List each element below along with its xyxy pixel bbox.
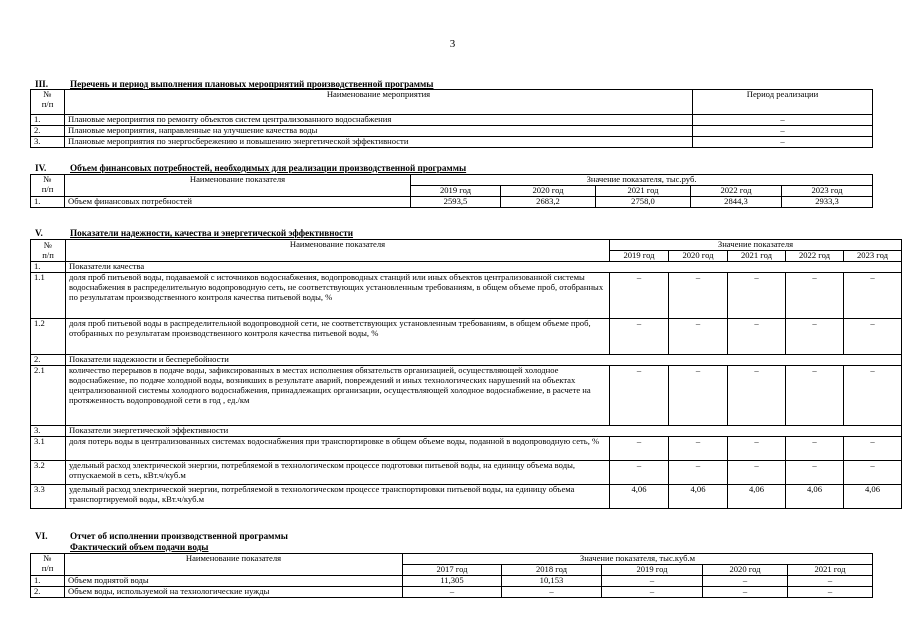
header-name: Наименование мероприятия [65,90,693,115]
row-value: 2593,5 [411,196,501,207]
row-name: удельный расход электрической энергии, потребляемой в технологическом процессе подготовки питьевой воды, на единицу объема воды, отпускаемой в сеть, кВт.ч/куб.м [66,461,610,485]
header-name: Наименование показателя [65,554,403,576]
row-num: 3. [31,136,65,147]
s5-table [30,239,902,509]
row-value: – [728,366,786,426]
row-num: 1. [31,576,65,587]
section-4-heading [35,163,466,174]
s3-table [30,89,873,148]
row-num: 1. [31,196,65,207]
header-value: Значение показателя, тыс.руб. [411,175,873,186]
row-value: – [844,366,902,426]
row-value: – [610,437,669,461]
year-header: 2021 год [728,251,786,262]
row-name: Объем воды, используемой на технологические нужды [65,587,403,598]
row-value: – [610,273,669,319]
header-period: Период реализации [693,90,873,115]
row-value: – [669,273,728,319]
year-header: 2020 год [669,251,728,262]
row-value: 2683,2 [501,196,596,207]
row-value: – [669,319,728,355]
row-value: – [786,461,844,485]
section-title: Отчет об исполнении производственной программы [70,531,288,541]
row-num: 1. [31,262,66,273]
row-num: 2. [31,125,65,136]
section-number: V. [35,228,43,238]
section-title: Объем финансовых потребностей, необходимых для реализации производственной программы [70,163,467,173]
s6-table [30,553,873,598]
row-value: 4,06 [786,485,844,509]
row-value: – [844,319,902,355]
header-name: Наименование показателя [65,175,411,197]
section-number: III. [35,79,49,89]
row-value: 2758,0 [596,196,691,207]
row-name: удельный расход электрической энергии, потребляемой в технологическом процессе транспортировки питьевой воды, на единицу объема транспортируемой воды, кВт.ч/куб.м [66,485,610,509]
row-num: 3. [31,426,66,437]
row-value: – [728,437,786,461]
year-header: 2023 год [844,251,902,262]
row-value: – [403,587,502,598]
row-value: 4,06 [610,485,669,509]
year-header: 2021 год [788,565,873,576]
row-value: 4,06 [669,485,728,509]
row-num: 1.1 [31,273,66,319]
year-header: 2020 год [703,565,788,576]
row-value: – [610,461,669,485]
row-value: – [602,576,703,587]
group-title: Показатели энергетической эффективности [66,426,902,437]
row-period: – [693,125,873,136]
row-value: – [788,576,873,587]
row-num: 1. [31,115,65,126]
section-subtitle: Фактический объем подачи воды [70,542,209,552]
header-num: № п/п [31,554,65,576]
row-value: – [728,273,786,319]
year-header: 2018 год [502,565,602,576]
row-value: – [669,461,728,485]
row-value: – [703,587,788,598]
row-period: – [693,115,873,126]
group-title: Показатели надежности и бесперебойности [66,355,902,366]
section-number: IV. [35,163,47,173]
year-header: 2019 год [610,251,669,262]
row-value: – [844,273,902,319]
row-value: – [786,319,844,355]
header-name: Наименование показателя [66,240,610,262]
row-value: 4,06 [728,485,786,509]
section-number: VI. [35,531,48,541]
row-value: 10,153 [502,576,602,587]
section-5-heading [35,228,353,239]
row-num: 1.2 [31,319,66,355]
s4-table [30,174,873,208]
row-name: доля проб питьевой воды в распределительной водопроводной сети, не соответствующих установленным требованиям, в общем объеме проб, отобранных по результатам производственного контроля качества питьевой воды, % [66,319,610,355]
row-num: 2. [31,355,66,366]
header-num: № п/п [31,175,65,197]
row-name: доля потерь воды в централизованных системах водоснабжения при транспортировке в общем объеме воды, поданной в водопроводную сеть, % [66,437,610,461]
row-name: количество перерывов в подаче воды, зафиксированных в местах исполнения обязательств организацией, осуществляющей холодное водоснабжение, по подаче холодной воды, возникших в результате аварий, повреждений и иных технологических нарушений на объектах централизованной системы холодного водоснабжения, принадлежащих организации, осуществляющей холодное водоснабжение, в расчете на протяженность водопроводной сети в год , ед./км [66,366,610,426]
row-value: – [669,366,728,426]
year-header: 2020 год [501,185,596,196]
row-value: – [844,461,902,485]
year-header: 2022 год [786,251,844,262]
section-6-heading [35,531,288,542]
row-name: Объем поднятой воды [65,576,403,587]
row-name: Плановые мероприятия, направленные на улучшение качества воды [65,125,693,136]
row-value: – [502,587,602,598]
header-value: Значение показателя, тыс.куб.м [403,554,873,565]
section-6-subtitle [70,542,208,553]
row-value: 4,06 [844,485,902,509]
row-value: – [728,461,786,485]
year-header: 2019 год [602,565,703,576]
row-value: 11,305 [403,576,502,587]
header-num: № п/п [31,240,66,262]
row-value: – [788,587,873,598]
row-value: – [703,576,788,587]
row-value: – [610,366,669,426]
row-value: 2933,3 [782,196,873,207]
row-num: 3.2 [31,461,66,485]
row-value: – [786,366,844,426]
row-value: – [602,587,703,598]
row-num: 3.3 [31,485,66,509]
year-header: 2023 год [782,185,873,196]
header-value: Значение показателя [610,240,902,251]
year-header: 2022 год [691,185,782,196]
row-value: – [728,319,786,355]
row-value: – [610,319,669,355]
row-name: Плановые мероприятия по ремонту объектов систем централизованного водоснабжения [65,115,693,126]
year-header: 2021 год [596,185,691,196]
row-num: 3.1 [31,437,66,461]
row-num: 2.1 [31,366,66,426]
row-value: 2844,3 [691,196,782,207]
year-header: 2017 год [403,565,502,576]
section-3-heading [35,79,433,90]
row-value: – [844,437,902,461]
row-period: – [693,136,873,147]
row-name: доля проб питьевой воды, подаваемой с источников водоснабжения, водопроводных станций или иных объектов централизованной системы водоснабжения в распределительную водопроводную сеть, не соответствующих установленным требованиям, в общем объеме проб, отобранных по результатам производственного контроля качества питьевой воды, % [66,273,610,319]
row-value: – [786,273,844,319]
row-value: – [786,437,844,461]
section-title: Показатели надежности, качества и энергетической эффективности [70,228,354,238]
page-number: 3 [449,38,456,50]
row-name: Объем финансовых потребностей [65,196,411,207]
year-header: 2019 год [411,185,501,196]
header-num: № п/п [31,90,65,115]
row-name: Плановые мероприятия по энергосбережению и повышению энергетической эффективности [65,136,693,147]
group-title: Показатели качества [66,262,902,273]
row-value: – [669,437,728,461]
row-num: 2. [31,587,65,598]
section-title: Перечень и период выполнения плановых мероприятий производственной программы [70,79,434,89]
